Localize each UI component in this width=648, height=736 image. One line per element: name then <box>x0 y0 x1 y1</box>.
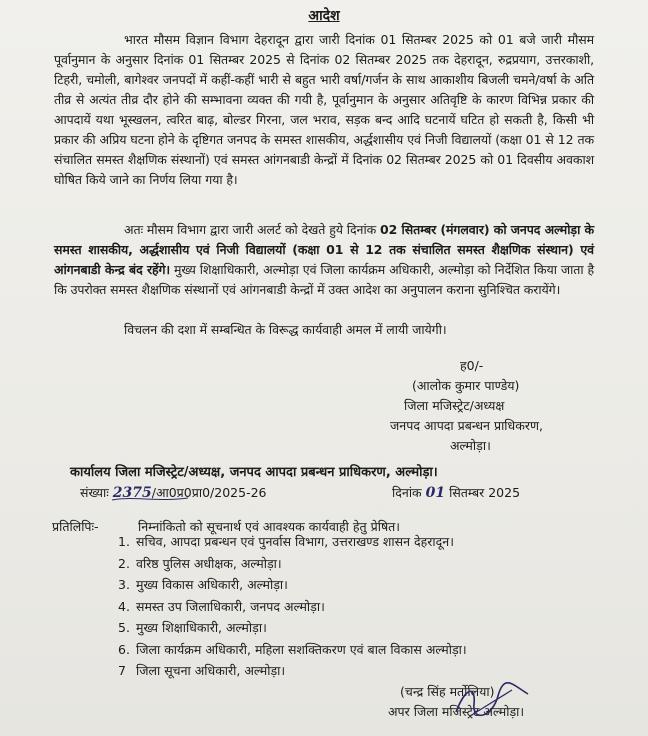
reference-number-handwritten: 2375 <box>112 485 152 501</box>
signatory-title: जिला मजिस्ट्रेट/अध्यक्ष <box>404 398 505 413</box>
handwritten-signature <box>452 682 532 722</box>
reference-number-label: संख्याः <box>80 485 109 500</box>
order-paragraph-3: विचलन की दशा में सम्बन्धित के विरूद्ध कार्यवाही अमल में लायी जायेगी। <box>124 322 447 337</box>
order-title: आदेश <box>308 8 340 24</box>
reference-date <box>392 484 520 501</box>
reference-number-suffix: /आ0प्र0प्रा0/2025-26 <box>151 485 267 500</box>
signatory-place: अल्मोड़ा। <box>450 438 491 453</box>
signature-mark: ह0/- <box>460 358 484 373</box>
order-paragraph-2 <box>54 220 594 300</box>
list-item: 1. सचिव, आपदा प्रबन्धन एवं पुनर्वास विभाग, उत्तराखण्ड शासन देहरादून। <box>118 534 454 549</box>
list-item: 4. समस्त उप जिलाधिकारी, जनपद अल्मोड़ा। <box>118 598 325 614</box>
final-signatory-name: (चन्द्र सिंह मर्तोलिया) <box>400 684 495 699</box>
office-line: कार्यालय जिला मजिस्ट्रेट/अध्यक्ष, जनपद आपदा प्रबन्धन प्राधिकरण, अल्मोड़ा। <box>70 465 438 480</box>
reference-date-suffix: सितम्बर 2025 <box>449 485 521 500</box>
list-item: 7 जिला सूचना अधिकारी, अल्मोड़ा। <box>118 663 286 678</box>
list-item: 3. मुख्य विकास अधिकारी, अल्मोड़ा। <box>118 577 288 592</box>
signatory-name: (आलोक कुमार पाण्डेय) <box>412 378 520 393</box>
recipient-list <box>118 531 467 682</box>
reference-date-handwritten: 01 <box>425 485 446 501</box>
closure-statement: 02 सितम्बर (मंगलवार) को जनपद अल्मोड़ा के समस्त शासकीय, अर्द्धशासीय एवं निजी विद्यालयों (कक्षा 01 से 12 तक संचालित समस्त शैक्षणिक संस्थान) एवं आंगनबाडी केन्द्र बंद रहेंगे। <box>54 222 595 277</box>
list-item: 6. जिला कार्यक्रम अधिकारी, महिला सशक्तिकरण एवं बाल विकास अल्मोड़ा। <box>118 641 467 657</box>
number-underline-mark <box>110 478 190 504</box>
copy-label: प्रतिलिपिः- <box>52 519 99 534</box>
order-paragraph-2-direction: मुख्य शिक्षाधिकारी, अल्मोड़ा एवं जिला कार्यक्रम अधिकारी, अल्मोड़ा को निर्देशित किया जाता है कि उपरोक्त समस्त शैक्षणिक संस्थानों एवं आंगनबाडी केन्द्रों में उक्त आदेश का अनुपालन कराना सुनिश्चित करायेंगे। <box>54 262 595 297</box>
copy-intro: निम्नांकितो को सूचनार्थ एवं आवश्यक कार्यवाही हेतु प्रेषित। <box>137 519 401 534</box>
final-signatory-title: अपर जिला मजिस्ट्रेट अल्मोड़ा। <box>388 704 525 719</box>
signatory-block <box>390 356 610 456</box>
signatory-authority: जनपद आपदा प्रबन्धन प्राधिकरण, <box>390 418 543 433</box>
order-paragraph-1: भारत मौसम विज्ञान विभाग देहरादून द्वारा जारी दिनांक 01 सितम्बर 2025 को 01 बजे जारी मौसम पूर्वानुमान के अनुसार दिनांक 01 सितम्बर 2025 से दिनांक 02 सितम्बर 2025 तक देहरादून, रुद्रप्रयाग, उत्तरकाशी, टिहरी, चमोली, बागेश्वर जनपदों में कहीं-कहीं भारी से बहुत भारी वर्षा/गर्जन के साथ आकाशीय बिजली चमने/वर्षा के अति तीव्र से अत्यंत तीव्र दौर होने की सम्भावना व्यक्त की गयी है, पूर्वानुमान के अनुसार अतिवृष्टि के कारण विभिन्न प्रकार की आपदायें यथा भूस्खलन, त्वरित बाढ़, बोल्डर गिरना, जल भराव, सड़क बन्द आदि घटनायें घटित हो सकती है, किसी भी प्रकार की अप्रिय घटना होने के दृष्टिगत जनपद के समस्त शासकीय, अर्द्धशासीय एवं निजी विद्यालयों (कक्षा 01 से 12 तक संचालित समस्त शैक्षणिक संस्थानों) एवं समस्त आंगनबाडी केन्द्रों में दिनांक 02 सितम्बर 2025 को 01 दिवसीय अवकाश घोषित किये जाने का निर्णय लिया गया है। <box>54 32 594 187</box>
list-item: 2. वरिष्ठ पुलिस अधीक्षक, अल्मोड़ा। <box>118 555 282 571</box>
order-paragraph-2-intro: अतः मौसम विभाग द्वारा जारी अलर्ट को देखते हुये दिनांक <box>124 222 377 237</box>
reference-date-label: दिनांक <box>392 485 422 500</box>
list-item: 5. मुख्य शिक्षाधिकारी, अल्मोड़ा। <box>118 620 267 635</box>
